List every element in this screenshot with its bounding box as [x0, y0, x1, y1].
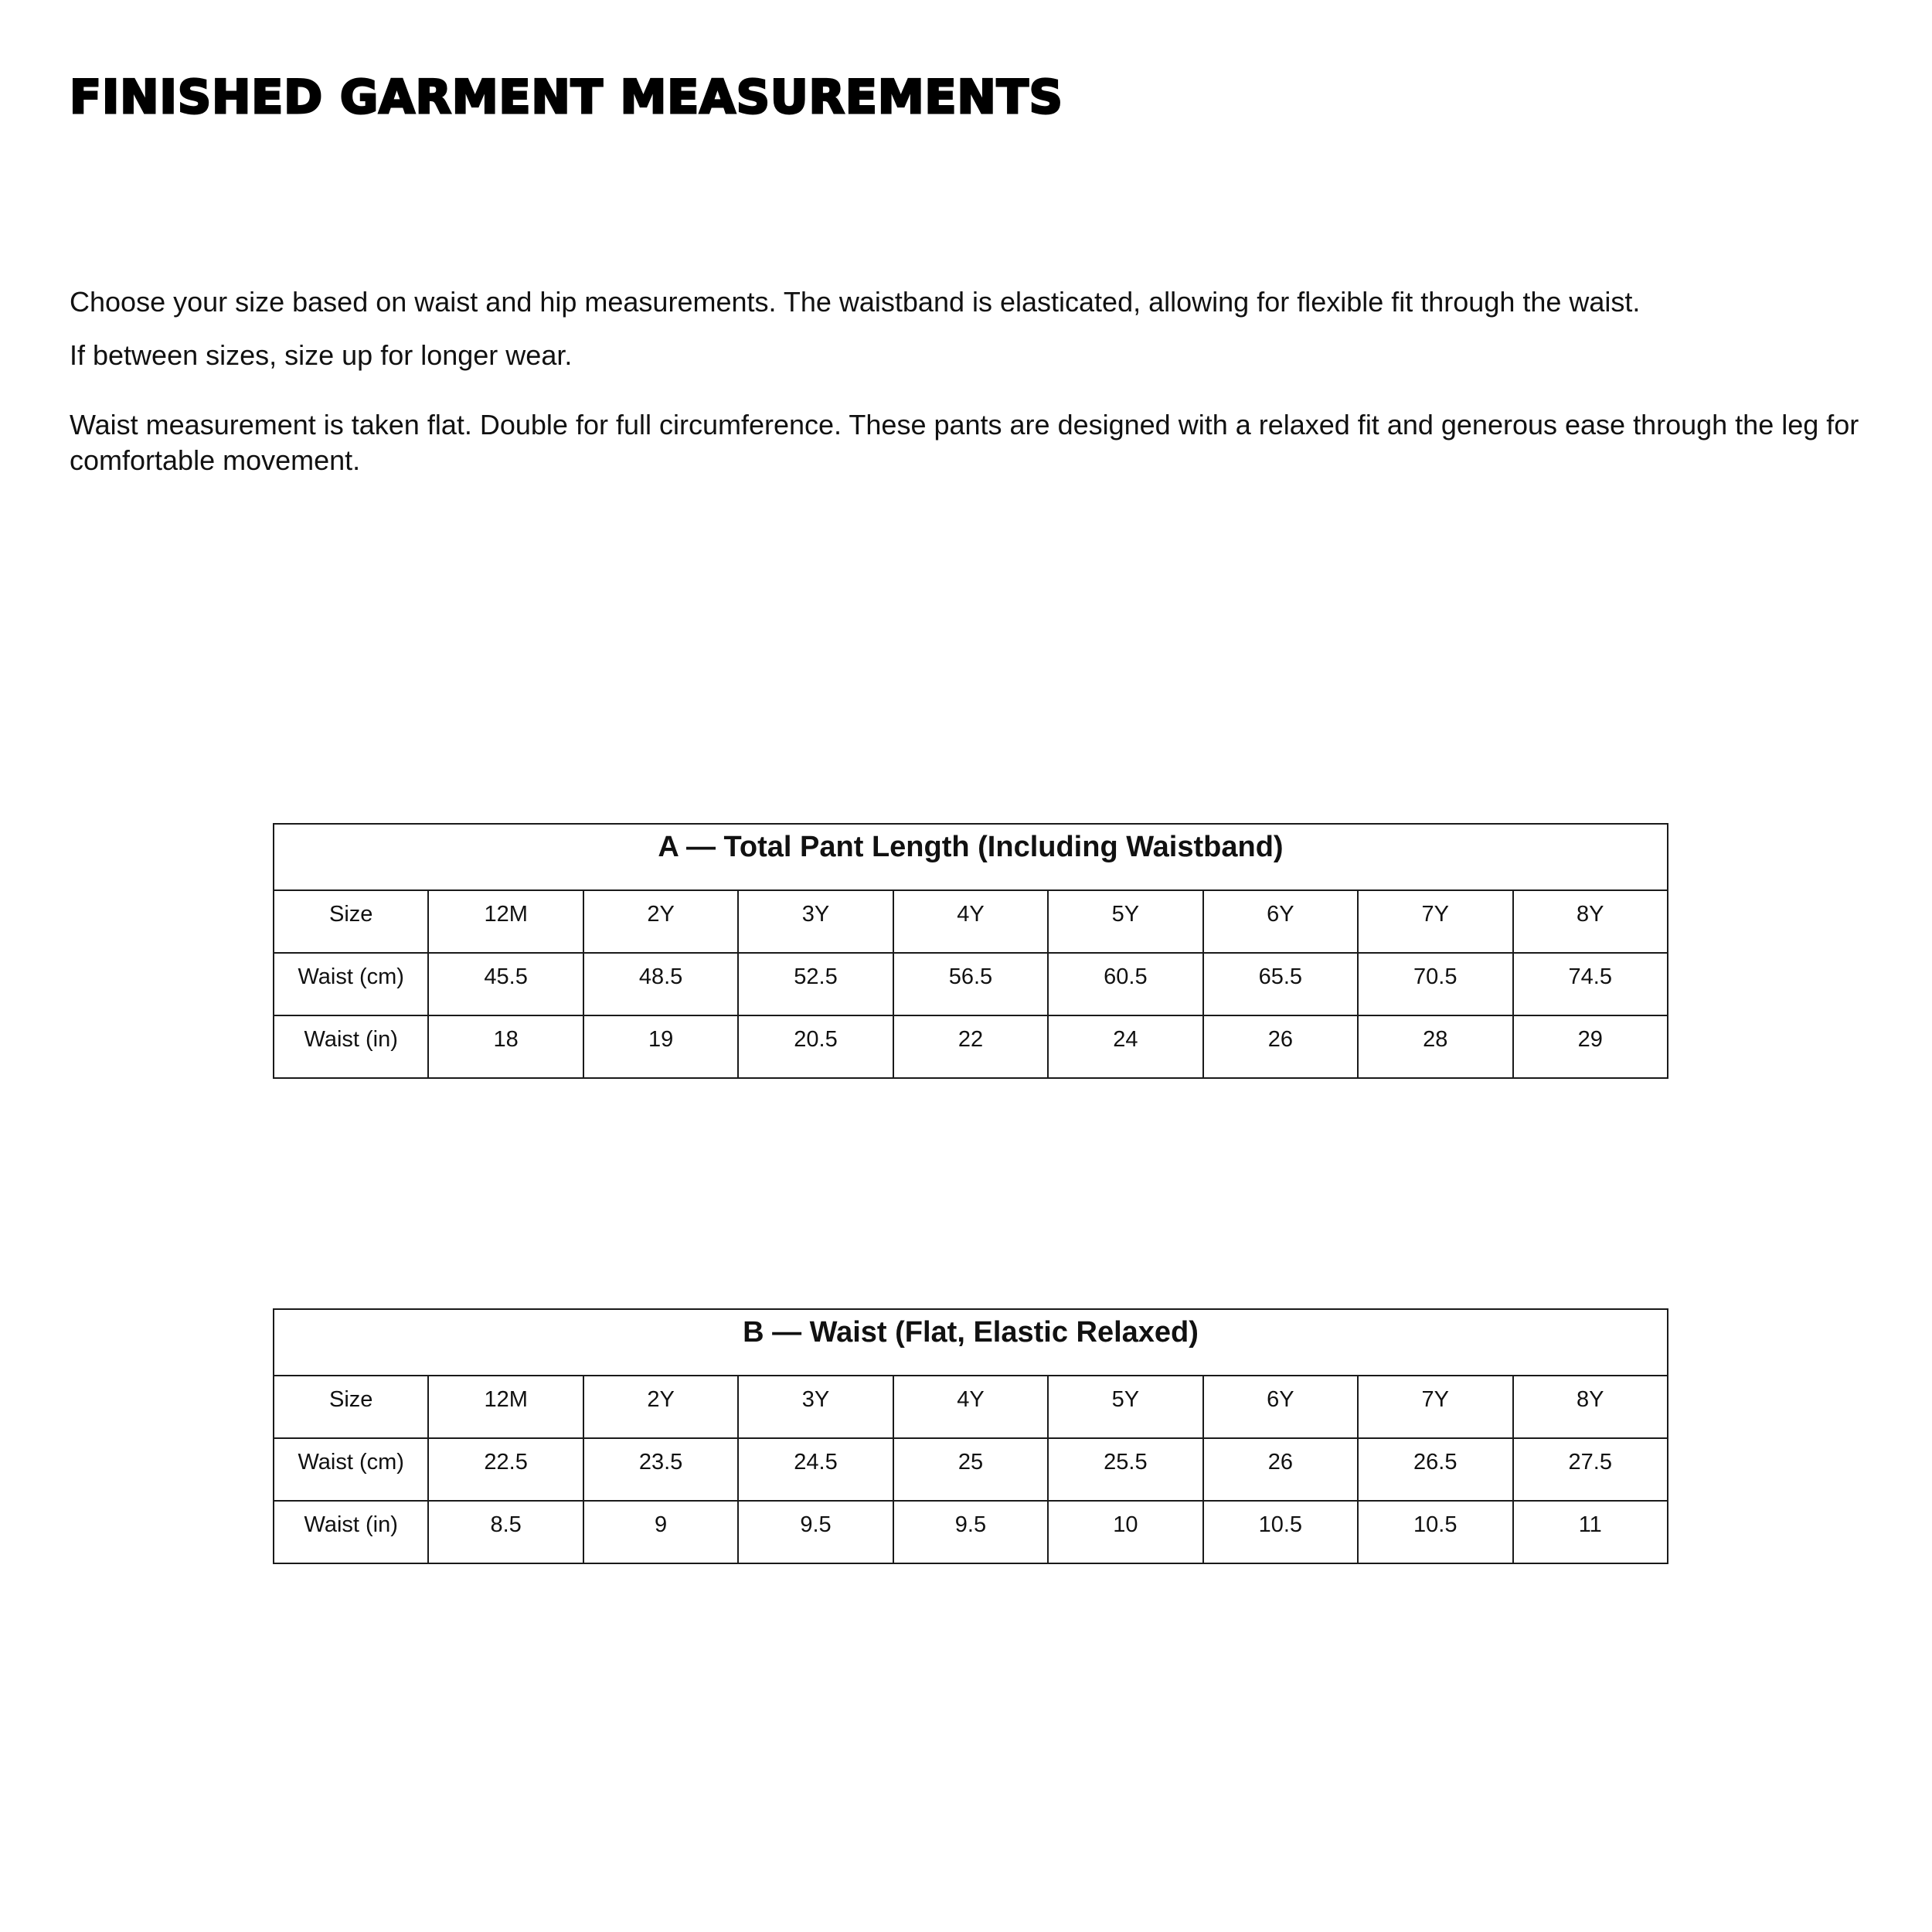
table-cell: 25.5	[1048, 1438, 1202, 1501]
table-row	[274, 1438, 1668, 1501]
table-row	[274, 1376, 1668, 1438]
pant-length-table	[273, 823, 1668, 1079]
table-caption-row	[274, 1309, 1668, 1376]
row-label: Size	[274, 1376, 428, 1438]
table-cell: 26	[1203, 1438, 1358, 1501]
table-cell: 27.5	[1513, 1438, 1668, 1501]
table-cell: 10	[1048, 1501, 1202, 1563]
table-title: A — Total Pant Length (Including Waistband)	[274, 824, 1668, 890]
table-cell: 9.5	[893, 1501, 1048, 1563]
table-cell: 60.5	[1048, 953, 1202, 1015]
table-cell: 8Y	[1513, 890, 1668, 953]
intro-paragraph-1: Choose your size based on waist and hip measurements. The waistband is elasticated, allowing for flexible fit through the waist.	[70, 286, 1641, 318]
table-cell: 23.5	[583, 1438, 738, 1501]
table-cell: 3Y	[738, 1376, 893, 1438]
table-row	[274, 953, 1668, 1015]
table-cell: 4Y	[893, 890, 1048, 953]
row-label: Waist (in)	[274, 1501, 428, 1563]
table-cell: 22.5	[428, 1438, 583, 1501]
table-cell: 2Y	[583, 890, 738, 953]
table-cell: 56.5	[893, 953, 1048, 1015]
table-cell: 25	[893, 1438, 1048, 1501]
intro-paragraph-3: Waist measurement is taken flat. Double for full circumference. These pants are designed with a relaxed fit and generous ease through the leg for comfortable movement.	[70, 409, 1859, 476]
table-cell: 4Y	[893, 1376, 1048, 1438]
table-cell: 65.5	[1203, 953, 1358, 1015]
table-cell: 45.5	[428, 953, 583, 1015]
table-cell: 24	[1048, 1015, 1202, 1078]
table-row	[274, 1015, 1668, 1078]
table-cell: 5Y	[1048, 890, 1202, 953]
table-cell: 12M	[428, 890, 583, 953]
row-label: Waist (in)	[274, 1015, 428, 1078]
table-cell: 8.5	[428, 1501, 583, 1563]
table-cell: 9.5	[738, 1501, 893, 1563]
table-cell: 10.5	[1358, 1501, 1512, 1563]
table-cell: 29	[1513, 1015, 1668, 1078]
table-cell: 5Y	[1048, 1376, 1202, 1438]
table-cell: 9	[583, 1501, 738, 1563]
page-title: FINISHED GARMENT MEASUREMENTS	[70, 70, 1063, 124]
row-label: Waist (cm)	[274, 953, 428, 1015]
table-cell: 18	[428, 1015, 583, 1078]
table-row	[274, 890, 1668, 953]
row-label: Size	[274, 890, 428, 953]
table-cell: 6Y	[1203, 890, 1358, 953]
table-cell: 22	[893, 1015, 1048, 1078]
table-title: B — Waist (Flat, Elastic Relaxed)	[274, 1309, 1668, 1376]
table-cell: 74.5	[1513, 953, 1668, 1015]
table-row	[274, 1501, 1668, 1563]
table-cell: 28	[1358, 1015, 1512, 1078]
table-cell: 52.5	[738, 953, 893, 1015]
row-label: Waist (cm)	[274, 1438, 428, 1501]
table-cell: 26	[1203, 1015, 1358, 1078]
intro-paragraph-2: If between sizes, size up for longer wear.	[70, 339, 573, 371]
table-cell: 19	[583, 1015, 738, 1078]
table-cell: 7Y	[1358, 890, 1512, 953]
waist-flat-table	[273, 1308, 1668, 1564]
table-cell: 70.5	[1358, 953, 1512, 1015]
table-cell: 10.5	[1203, 1501, 1358, 1563]
table-cell: 6Y	[1203, 1376, 1358, 1438]
table-cell: 12M	[428, 1376, 583, 1438]
table-cell: 24.5	[738, 1438, 893, 1501]
table-cell: 20.5	[738, 1015, 893, 1078]
table-cell: 7Y	[1358, 1376, 1512, 1438]
table-cell: 26.5	[1358, 1438, 1512, 1501]
table-cell: 3Y	[738, 890, 893, 953]
table-cell: 11	[1513, 1501, 1668, 1563]
table-cell: 2Y	[583, 1376, 738, 1438]
table-caption-row	[274, 824, 1668, 890]
table-cell: 48.5	[583, 953, 738, 1015]
table-cell: 8Y	[1513, 1376, 1668, 1438]
